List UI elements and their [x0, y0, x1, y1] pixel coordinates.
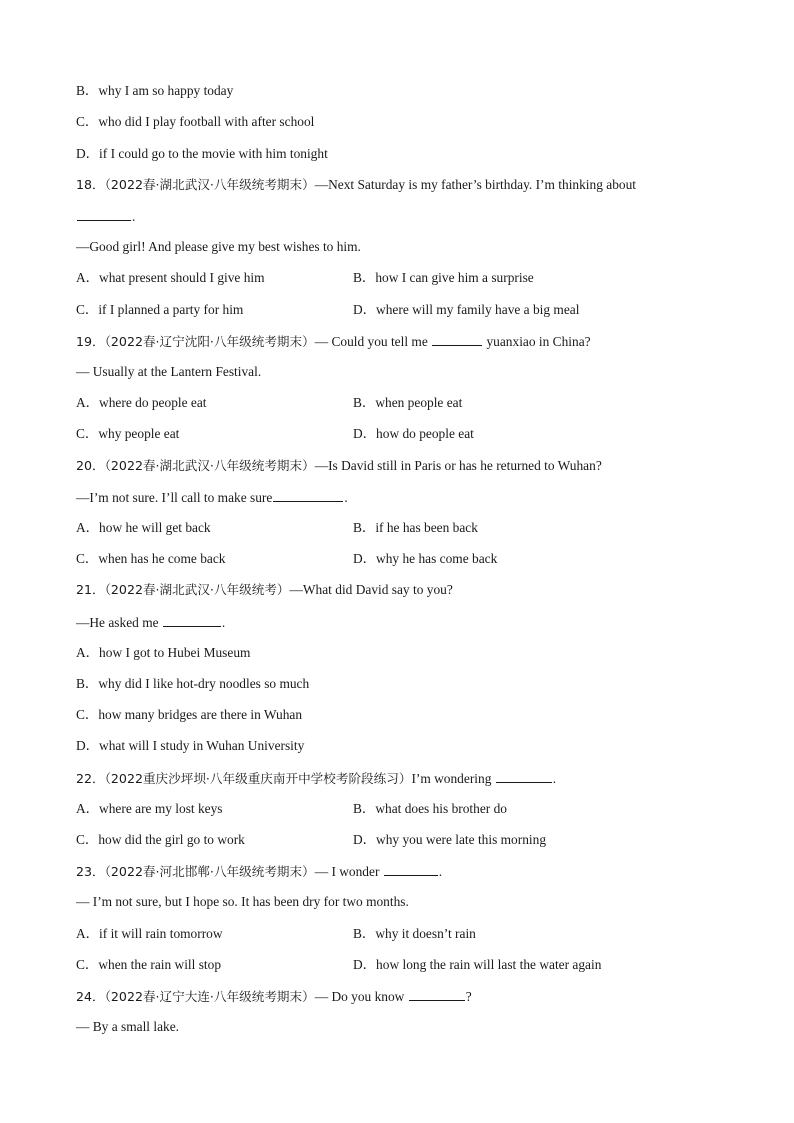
q20-option-a: A．how he will get back [76, 520, 211, 535]
q18-tail: . [132, 209, 136, 224]
q18-option-c: C．if I planned a party for him [76, 302, 244, 317]
q23-source: 23．（2022春·河北邯郸·八年级统考期末） [76, 864, 315, 879]
q20-option-c: C．when has he come back [76, 551, 226, 566]
q24-source: 24．（2022春·辽宁大连·八年级统考期末） [76, 989, 315, 1004]
q23-text-post: . [438, 864, 443, 879]
q23-option-c: C．when the rain will stop [76, 957, 222, 972]
q18-option-b: B．how I can give him a surprise [353, 270, 534, 285]
q21-option-a: A．how I got to Hubei Museum [76, 645, 251, 660]
q22-answer-blank [496, 768, 552, 783]
q18-answer-blank [77, 206, 131, 221]
q19-option-a: A．where do people eat [76, 395, 207, 410]
q17-option-c: C．who did I play football with after school [76, 114, 315, 129]
q18-source: 18．（2022春·湖北武汉·八年级统考期末） [76, 177, 315, 192]
q24-reply: — By a small lake. [76, 1019, 180, 1034]
q24-answer-blank [409, 986, 465, 1001]
q19-answer-blank [432, 331, 482, 346]
q21-option-c: C．how many bridges are there in Wuhan [76, 707, 303, 722]
q21-stem [76, 580, 453, 600]
q19-text-pre: — Could you tell me [314, 334, 432, 349]
q21-option-d: D．what will I study in Wuhan University [76, 738, 305, 753]
q20-stem [76, 456, 602, 476]
q20-answer-blank [273, 487, 343, 502]
q18-option-a: A．what present should I give him [76, 270, 265, 285]
q22-text-pre: I’m wondering [411, 771, 495, 786]
q20-option-b: B．if he has been back [353, 520, 478, 535]
q21-reply-post: . [221, 615, 226, 630]
q22-stem [76, 768, 556, 788]
q21-option-b: B．why did I like hot-dry noodles so much [76, 676, 310, 691]
q18-stem [76, 175, 636, 195]
q23-answer-blank [384, 861, 438, 876]
q22-source: 22．（2022重庆沙坪坝·八年级重庆南开中学校考阶段练习） [76, 771, 412, 786]
q23-option-d: D．how long the rain will last the water again [353, 957, 602, 972]
q19-text-post: yuanxiao in China? [483, 334, 591, 349]
q19-option-d: D．how do people eat [353, 426, 474, 441]
q19-option-b: B．when people eat [353, 395, 463, 410]
q18-reply: —Good girl! And please give my best wishes to him. [76, 239, 361, 254]
q20-reply [76, 487, 348, 507]
q20-option-d: D．why he has come back [353, 551, 498, 566]
q18-blank-line [76, 206, 135, 226]
q22-option-a: A．where are my lost keys [76, 801, 223, 816]
q24-text-pre: — Do you know [314, 989, 408, 1004]
q21-source: 21．（2022春·湖北武汉·八年级统考） [76, 582, 290, 597]
q22-option-b: B．what does his brother do [353, 801, 507, 816]
q23-text-pre: — I wonder [314, 864, 383, 879]
q23-reply: — I’m not sure, but I hope so. It has been dry for two months. [76, 894, 409, 909]
q23-option-a: A．if it will rain tomorrow [76, 926, 223, 941]
q22-option-d: D．why you were late this morning [353, 832, 547, 847]
q18-option-d: D．where will my family have a big meal [353, 302, 580, 317]
q23-stem [76, 861, 442, 881]
q20-source: 20．（2022春·湖北武汉·八年级统考期末） [76, 458, 315, 473]
q19-reply: — Usually at the Lantern Festival. [76, 364, 262, 379]
q24-stem [76, 986, 472, 1006]
q19-stem [76, 331, 591, 351]
q17-option-b: B．why I am so happy today [76, 83, 234, 98]
q24-text-post: ? [465, 989, 472, 1004]
q20-text: —Is David still in Paris or has he returned to Wuhan? [314, 458, 602, 473]
q20-reply-pre: —I’m not sure. I’ll call to make sure [76, 490, 273, 505]
q21-reply-pre: —He asked me [76, 615, 162, 630]
q18-text: —Next Saturday is my father’s birthday. I’m thinking about [314, 177, 637, 192]
q21-text: —What did David say to you? [289, 582, 453, 597]
q21-answer-blank [163, 612, 221, 627]
q17-option-d: D．if I could go to the movie with him tonight [76, 146, 328, 161]
q21-reply [76, 612, 225, 632]
q22-text-post: . [552, 771, 557, 786]
q22-option-c: C．how did the girl go to work [76, 832, 245, 847]
q19-option-c: C．why people eat [76, 426, 180, 441]
q19-source: 19．（2022春·辽宁沈阳·八年级统考期末） [76, 334, 315, 349]
q20-reply-post: . [344, 490, 348, 505]
q23-option-b: B．why it doesn’t rain [353, 926, 476, 941]
